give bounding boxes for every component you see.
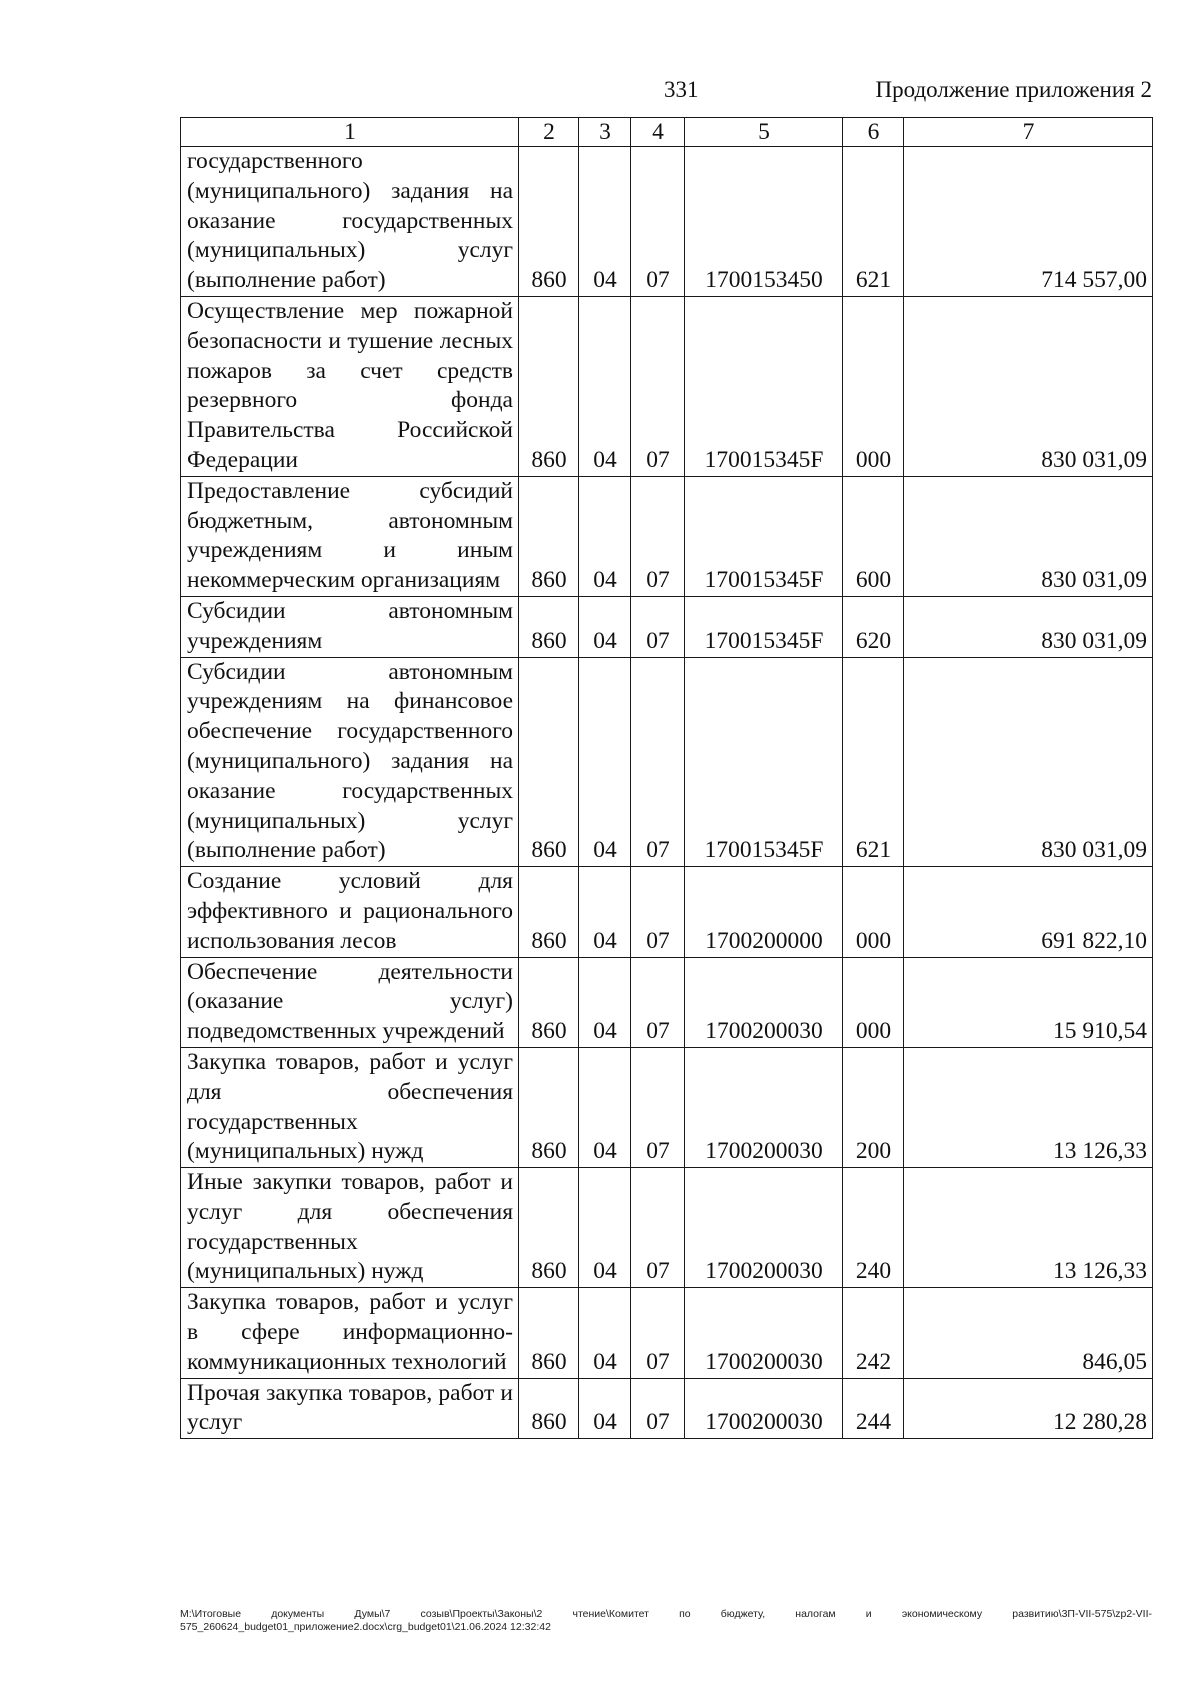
table-row [181,657,1153,867]
expense-type-code: 000 [843,867,904,957]
ministry-code: 860 [519,296,579,476]
ministry-code: 860 [519,476,579,596]
table-row [181,1378,1153,1439]
ministry-code: 860 [519,1288,579,1378]
amount: 846,05 [904,1288,1153,1378]
expense-name: Обеспечение деятельности (оказание услуг) подведомственных учреждений [181,957,519,1047]
ministry-code: 860 [519,657,579,867]
section-code: 04 [579,957,631,1047]
amount: 13 126,33 [904,1047,1153,1167]
expense-type-code: 000 [843,296,904,476]
amount: 830 031,09 [904,596,1153,657]
expense-type-code: 244 [843,1378,904,1439]
expense-name: Субсидии автономным учреждениям [181,596,519,657]
expense-name: Прочая закупка товаров, работ и услуг [181,1378,519,1439]
section-code: 04 [579,657,631,867]
column-header-3: 3 [579,118,631,147]
target-article-code: 170015345F [685,596,843,657]
subsection-code: 07 [631,957,685,1047]
amount: 830 031,09 [904,296,1153,476]
column-header-6: 6 [843,118,904,147]
target-article-code: 170015345F [685,476,843,596]
expense-type-code: 240 [843,1168,904,1288]
section-code: 04 [579,867,631,957]
target-article-code: 1700200030 [685,1047,843,1167]
column-header-1: 1 [181,118,519,147]
target-article-code: 1700200030 [685,957,843,1047]
document-file-path: M:\Итоговые документы Думы\7 созыв\Проекты\Законы\2 чтение\Комитет по бюджету, налогам и экономическому развитию\3П-VII-575\zp2-VII-575_260624_budget01_приложение2.docx\crg_budget01\21.06.2024 12:32:42 [180,1608,1152,1633]
table-row [181,867,1153,957]
expense-type-code: 600 [843,476,904,596]
amount: 13 126,33 [904,1168,1153,1288]
budget-table [180,117,1153,1439]
ministry-code: 860 [519,957,579,1047]
subsection-code: 07 [631,1047,685,1167]
ministry-code: 860 [519,1047,579,1167]
table-row [181,957,1153,1047]
section-code: 04 [579,476,631,596]
expense-name: Предоставление субсидий бюджетным, автономным учреждениям и иным некоммерческим организациям [181,476,519,596]
expense-type-code: 621 [843,657,904,867]
subsection-code: 07 [631,1378,685,1439]
expense-name: Закупка товаров, работ и услуг в сфере информационно-коммуникационных технологий [181,1288,519,1378]
amount: 830 031,09 [904,657,1153,867]
ministry-code: 860 [519,867,579,957]
section-code: 04 [579,1168,631,1288]
expense-type-code: 621 [843,147,904,297]
expense-name: Закупка товаров, работ и услуг для обеспечения государственных (муниципальных) нужд [181,1047,519,1167]
ministry-code: 860 [519,1168,579,1288]
section-code: 04 [579,1378,631,1439]
column-header-2: 2 [519,118,579,147]
subsection-code: 07 [631,147,685,297]
expense-type-code: 620 [843,596,904,657]
subsection-code: 07 [631,657,685,867]
column-header-4: 4 [631,118,685,147]
subsection-code: 07 [631,596,685,657]
table-row [181,596,1153,657]
expense-name: Иные закупки товаров, работ и услуг для обеспечения государственных (муниципальных) нужд [181,1168,519,1288]
amount: 12 280,28 [904,1378,1153,1439]
table-row [181,1168,1153,1288]
subsection-code: 07 [631,296,685,476]
section-code: 04 [579,1047,631,1167]
expense-name: Осуществление мер пожарной безопасности и тушение лесных пожаров за счет средств резервного фонда Правительства Российской Федерации [181,296,519,476]
subsection-code: 07 [631,1168,685,1288]
target-article-code: 1700200000 [685,867,843,957]
expense-name: Создание условий для эффективного и рационального использования лесов [181,867,519,957]
section-code: 04 [579,296,631,476]
section-code: 04 [579,596,631,657]
section-code: 04 [579,147,631,297]
appendix-continuation-caption: Продолжение приложения 2 [875,77,1152,102]
amount: 15 910,54 [904,957,1153,1047]
target-article-code: 1700200030 [685,1168,843,1288]
subsection-code: 07 [631,867,685,957]
section-code: 04 [579,1288,631,1378]
column-header-5: 5 [685,118,843,147]
page-number: 331 [664,77,699,102]
ministry-code: 860 [519,1378,579,1439]
target-article-code: 1700200030 [685,1288,843,1378]
target-article-code: 170015345F [685,296,843,476]
column-header-row [181,118,1153,147]
ministry-code: 860 [519,596,579,657]
expense-name: государственного (муниципального) задания на оказание государственных (муниципальных) услуг (выполнение работ) [181,147,519,297]
column-header-7: 7 [904,118,1153,147]
subsection-code: 07 [631,1288,685,1378]
expense-type-code: 242 [843,1288,904,1378]
table-row [181,476,1153,596]
table-row [181,1047,1153,1167]
table-row [181,296,1153,476]
amount: 714 557,00 [904,147,1153,297]
ministry-code: 860 [519,147,579,297]
target-article-code: 1700200030 [685,1378,843,1439]
expense-type-code: 000 [843,957,904,1047]
target-article-code: 1700153450 [685,147,843,297]
expense-name: Субсидии автономным учреждениям на финансовое обеспечение государственного (муниципального) задания на оказание государственных (муниципальных) услуг (выполнение работ) [181,657,519,867]
subsection-code: 07 [631,476,685,596]
amount: 830 031,09 [904,476,1153,596]
amount: 691 822,10 [904,867,1153,957]
table-row [181,1288,1153,1378]
table-row [181,147,1153,297]
target-article-code: 170015345F [685,657,843,867]
expense-type-code: 200 [843,1047,904,1167]
